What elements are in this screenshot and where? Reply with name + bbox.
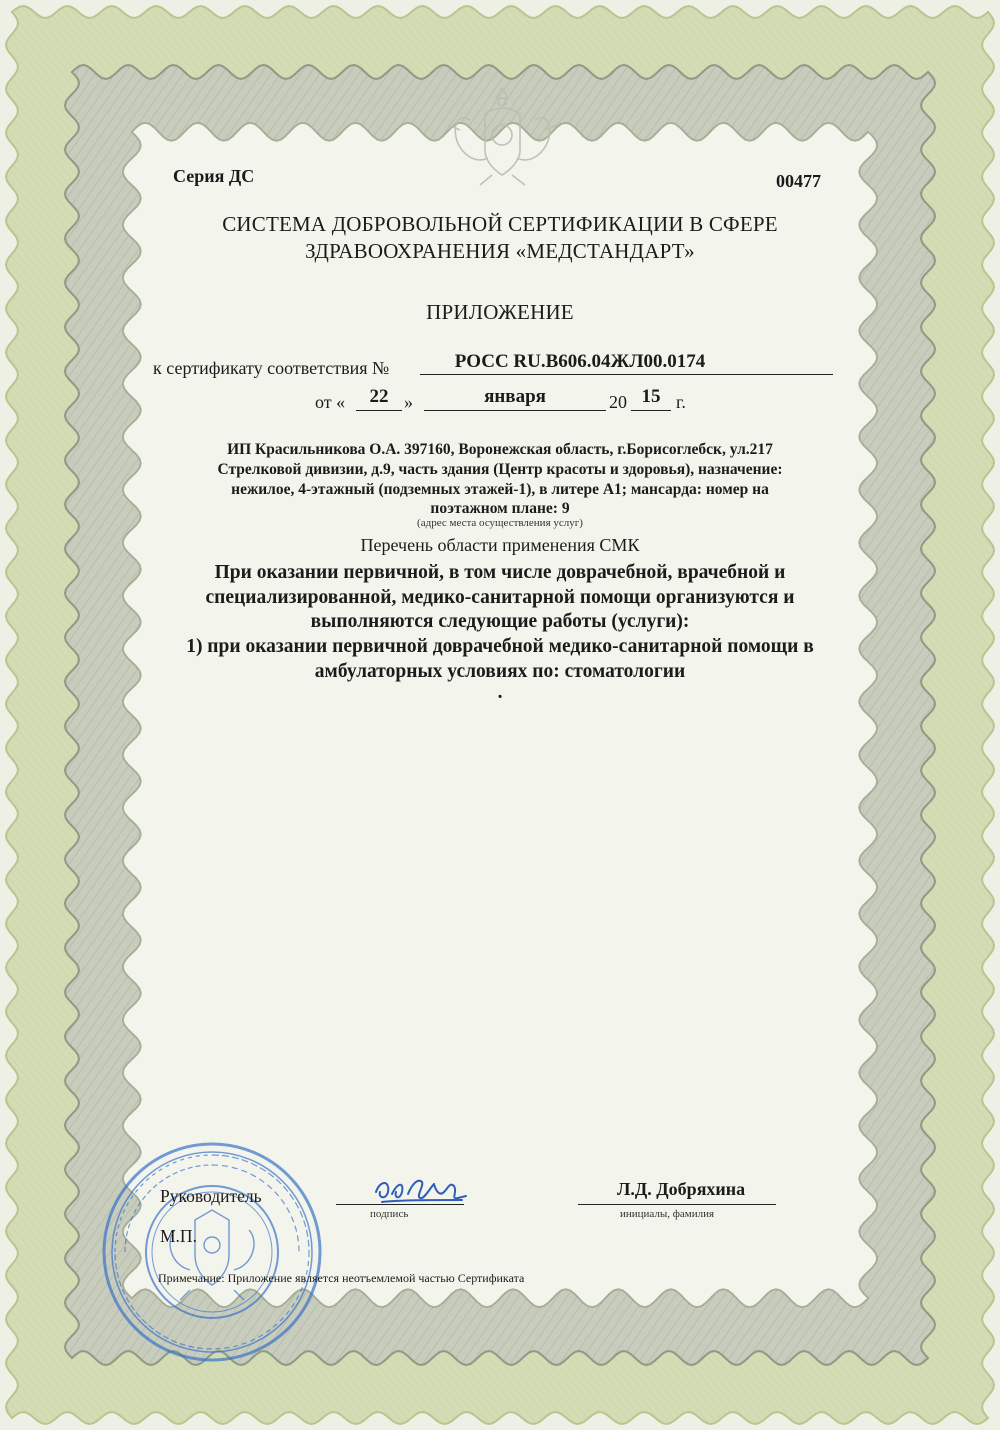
date-year-prefix: 20 <box>609 392 627 412</box>
signer-name: Л.Д. Добряхина <box>617 1179 746 1199</box>
stamp-place-label: М.П. <box>160 1226 197 1246</box>
role-label: Руководитель <box>160 1186 262 1206</box>
system-title-line2: ЗДРАВООХРАНЕНИЯ «МЕДСТАНДАРТ» <box>305 239 695 263</box>
address-caption: (адрес места осуществления услуг) <box>417 517 583 529</box>
date-quote-close: » <box>404 392 413 412</box>
scope-end-mark: . <box>497 682 503 703</box>
date-month-value: января <box>484 386 546 407</box>
round-seal-stamp-icon <box>95 1135 330 1370</box>
system-title-line1: СИСТЕМА ДОБРОВОЛЬНОЙ СЕРТИФИКАЦИИ В СФЕРЕ <box>222 212 778 236</box>
scope-line1: При оказании первичной, в том числе доврачебной, врачебной и <box>214 562 786 583</box>
name-line <box>578 1194 776 1205</box>
footnote: Примечание: Приложение является неотъемлемой частью Сертификата <box>158 1271 525 1285</box>
scope-heading: Перечень области применения СМК <box>360 535 640 555</box>
date-year-suffix: г. <box>676 392 686 412</box>
scope-line4: 1) при оказании первичной доврачебной медико-санитарной помощи в <box>186 636 814 657</box>
certificate-number-label: к сертификату соответствия № <box>153 358 390 378</box>
scope-line5: амбулаторных условиях по: стоматологии <box>314 661 686 682</box>
form-number: 00477 <box>776 171 821 191</box>
date-year-value: 15 <box>641 386 661 407</box>
date-from-label: от « <box>315 392 346 412</box>
coat-of-arms-watermark-icon <box>440 80 565 190</box>
scope-line2: специализированной, медико-санитарной помощи организуются и <box>205 587 795 608</box>
address-line1: ИП Красильникова О.А. 397160, Воронежская область, г.Борисоглебск, ул.217 <box>227 441 773 458</box>
signature-line <box>336 1194 464 1205</box>
address-line2: Стрелковой дивизии, д.9, часть здания (Центр красоты и здоровья), назначение: <box>217 461 783 478</box>
document-type-title: ПРИЛОЖЕНИЕ <box>426 300 574 324</box>
date-day-value: 22 <box>369 386 389 407</box>
scope-line3: выполняются следующие работы (услуги): <box>310 611 690 632</box>
address-line3: нежилое, 4-этажный (подземных этажей-1), в литере А1; мансарда: номер на <box>231 481 769 498</box>
certificate-number-value: РОСС RU.В606.04ЖЛ00.0174 <box>454 351 706 372</box>
address-line4: поэтажном плане: 9 <box>430 500 570 517</box>
series-label: Серия ДС <box>173 166 255 186</box>
signature-caption: подпись <box>370 1208 409 1220</box>
name-caption: инициалы, фамилия <box>620 1208 715 1220</box>
